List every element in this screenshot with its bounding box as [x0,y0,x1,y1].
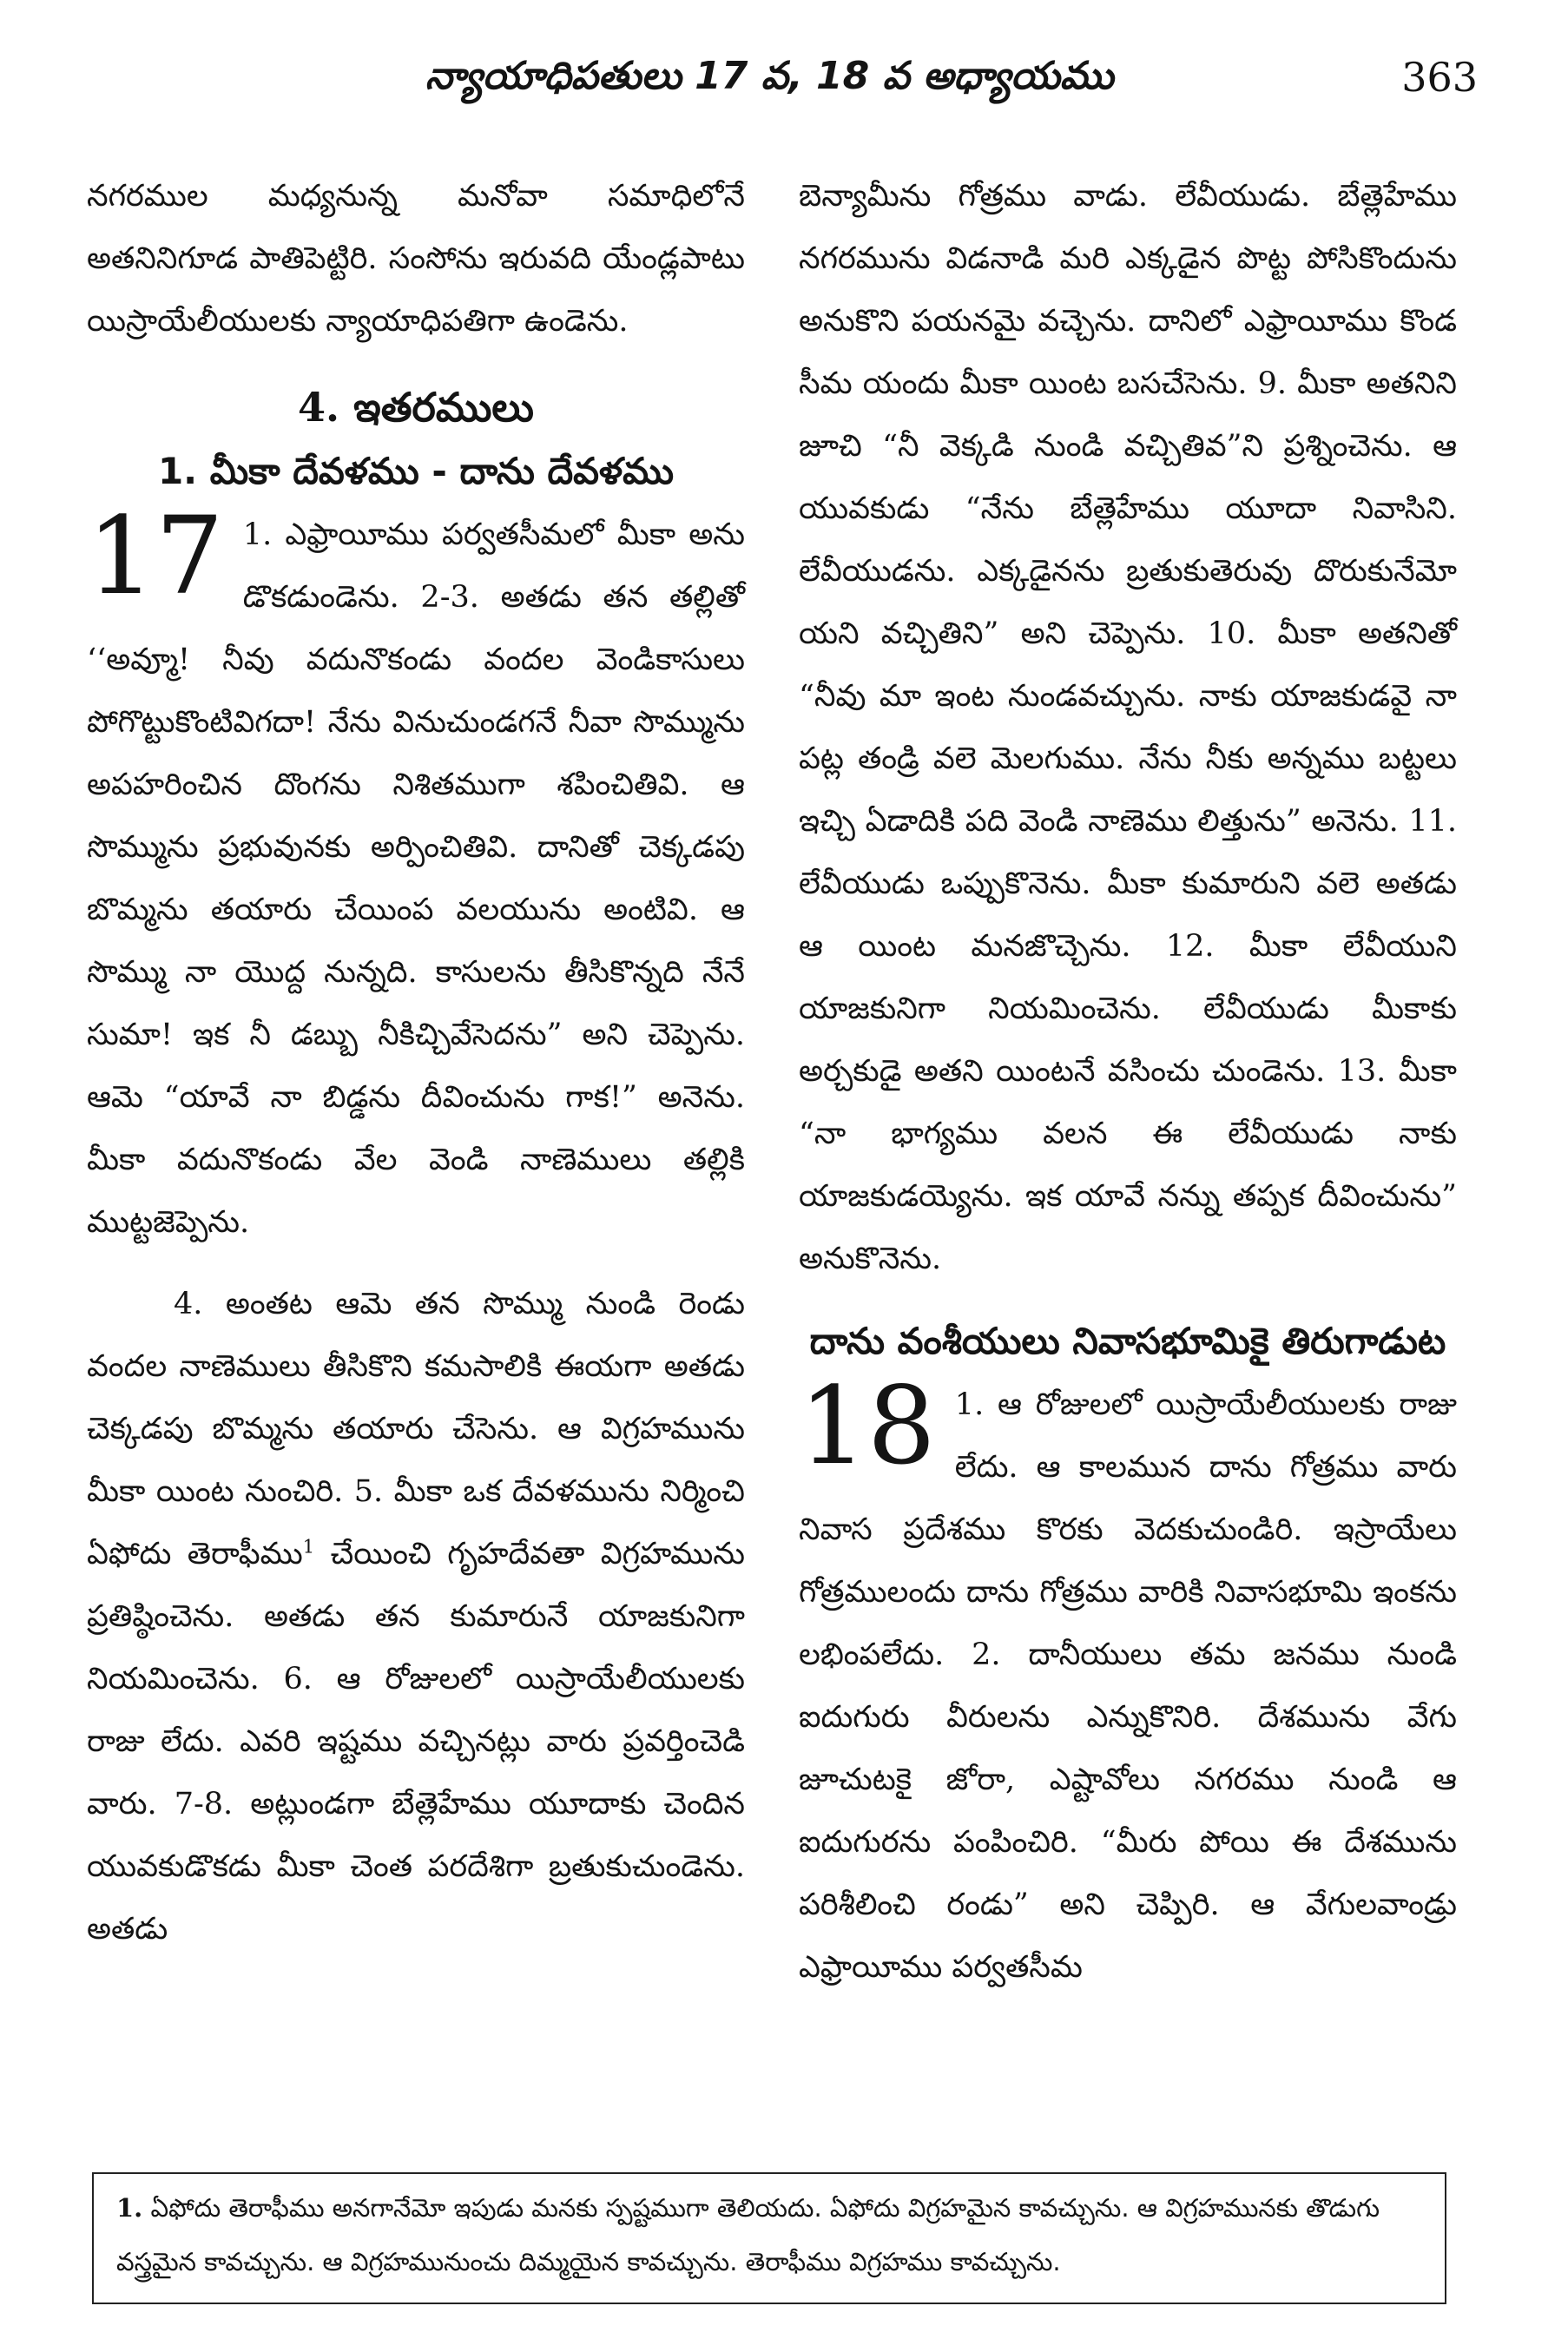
continued-paragraph: బెన్యామీను గోత్రము వాడు. లేవీయుడు. బేత్లెహేము నగరమును విడనాడి మరి ఎక్కడైన పొట్ట పోసికొందును అనుకొని పయనమై వచ్చెను. దానిలో ఎఫ్రాయీము కొండ సీమ యందు మీకా యింట బసచేసెను. 9. మీకా అతనిని జూచి “నీ వెక్కడి నుండి వచ్చితివ”ని ప్రశ్నించెను. ఆ యువకుడు “నేను బేత్లెహేము యూదా నివాసిని. లేవీయుడను. ఎక్కడైనను బ్రతుకుతెరువు దొరుకునేమో యని వచ్చితిని” అని చెప్పెను. 10. మీకా అతనితో “నీవు మా ఇంట నుండవచ్చును. నాకు యాజకుడవై నా పట్ల తండ్రి వలె మెలగుము. నేను నీకు అన్నము బట్టలు ఇచ్చి ఏడాదికి పది వెండి నాణెము లిత్తును” అనెను. 11. లేవీయుడు ఒప్పుకొనెను. మీకా కుమారుని వలె అతడు ఆ యింట మనజొచ్చెను. 12. మీకా లేవీయుని యాజకునిగా నియమించెను. లేవీయుడు మీకాకు అర్చకుడై అతని యింటనే వసించు చుండెను. 13. మీకా “నా భాగ్యము వలన ఈ లేవీయుడు నాకు యాజకుడయ్యెను. ఇక యావే నన్ను తప్పక దీవించును” అనుకొనెను. [799,179,1457,1276]
right-column [799,165,1457,1999]
footnote-number: 1. [116,2193,143,2223]
chapter-17-paragraph [87,494,745,1254]
paragraph-text: 1. ఎఫ్రాయీము పర్వతసీమలో మీకా అను డొకడుండెను. 2-3. అతడు తన తల్లితో ‘‘అవ్మూ! నీవు వదునొకండు వందల వెండికాసులు పోగొట్టుకొంటివిగదా! నేను వినుచుండగనే నీవా సొమ్మును అపహరించిన దొంగను నిశితముగా శపించితివి. ఆ సొమ్మును ప్రభువునకు అర్పించితివి. దానితో చెక్కడపు బొమ్మను తయారు చేయింప వలయును అంటివి. ఆ సొమ్ము నా యొద్ద నున్నది. కాసులను తీసికొన్నది నేనే సుమా! ఇక నీ డబ్బు నీకిచ్చివేసెదను” అని చెప్పెను. ఆమె “యావే నా బిడ్డను దీవించును గాక!” అనెను. మీకా వదునొకండు వేల వెండి నాణెములు తల్లికి ముట్టజెప్పెను. [87,517,745,1240]
footnote-marker[interactable]: 1 [302,1536,315,1558]
intro-paragraph: నగరముల మధ్యనున్న మనోవా సమాధిలోనే అతనినిగూడ పాతిపెట్టిరి. సంసోను ఇరువది యేండ్లపాటు యిస్రాయేలీయులకు న్యాయాధిపతిగా ఉండెను. [87,179,745,339]
verse-4-paragraph [87,1273,745,1960]
chapter-number: 18 [799,1364,936,1489]
footnote-text: ఏఫోదు తెరాఫీము అనగానేమో ఇపుడు మనకు స్పష్టముగా తెలియదు. ఏఫోదు విగ్రహమైన కావచ్చును. ఆ విగ్రహమునకు తొడుగు వస్త్రమైన కావచ్చును. ఆ విగ్రహమునుంచు దిమ్మయైన కావచ్చును. తెరాఫీము విగ్రహము కావచ్చును. [116,2193,1380,2276]
sub-heading: దాను వంశీయులు నివాసభూమికై తిరుగాడుట [809,1320,1446,1362]
sub-heading: 1. మీకా దేవళము - దాను దేవళము [157,450,675,492]
section-heading: 4. ఇతరములు [298,384,534,431]
page-number: 363 [1401,54,1478,101]
chapter-number: 17 [87,494,224,619]
footnote-box [92,2172,1446,2304]
chapter-18-paragraph [799,1364,1457,1999]
paragraph-text: 1. ఆ రోజులలో యిస్రాయేలీయులకు రాజు లేదు. ఆ కాలమున దాను గోత్రము వారు నివాస ప్రదేశము కొరకు వెదకుచుండిరి. ఇస్రాయేలు గోత్రములందు దాను గోత్రము వారికి నివాసభూమి ఇంకను లభింపలేదు. 2. దానీయులు తమ జనము నుండి ఐదుగురు వీరులను ఎన్నుకొనిరి. దేశమును వేగు జూచుటకై జోరా, ఎష్టావోలు నగరము నుండి ఆ ఐదుగురను పంపించిరి. “మీరు పోయి ఈ దేశమును పరిశీలించి రండు” అని చెప్పిరి. ఆ వేగులవాండ్రు ఎఫ్రాయీము పర్వతసీమ [799,1387,1457,1985]
page-header [78,49,1490,127]
running-title: న్యాయాధిపతులు 17 వ, 18 వ అధ్యాయము [425,54,1114,98]
paragraph-text: 4. అంతట ఆమె తన సొమ్ము నుండి రెండు వందల నాణెములు తీసికొని కమసాలికి ఈయగా అతడు చెక్కడపు బొమ్మను తయారు చేసెను. ఆ విగ్రహమును మీకా యింట నుంచిరి. 5. మీకా ఒక దేవళమును నిర్మించి ఏఫోదు తెరాఫీము [87,1287,745,1571]
left-column [87,165,745,1960]
paragraph-text: చేయించి గృహదేవతా విగ్రహమును ప్రతిష్ఠించెను. అతడు తన కుమారునే యాజకునిగా నియమించెను. 6. ఆ రోజులలో యిస్రాయేలీయులకు రాజు లేదు. ఎవరి ఇష్టము వచ్చినట్లు వారు ప్రవర్తించెడి వారు. 7-8. అట్లుండగా బేత్లెహేము యూదాకు చెందిన యువకుడొకడు మీకా చెంత పరదేశిగా బ్రతుకుచుండెను. అతడు [87,1537,745,1947]
